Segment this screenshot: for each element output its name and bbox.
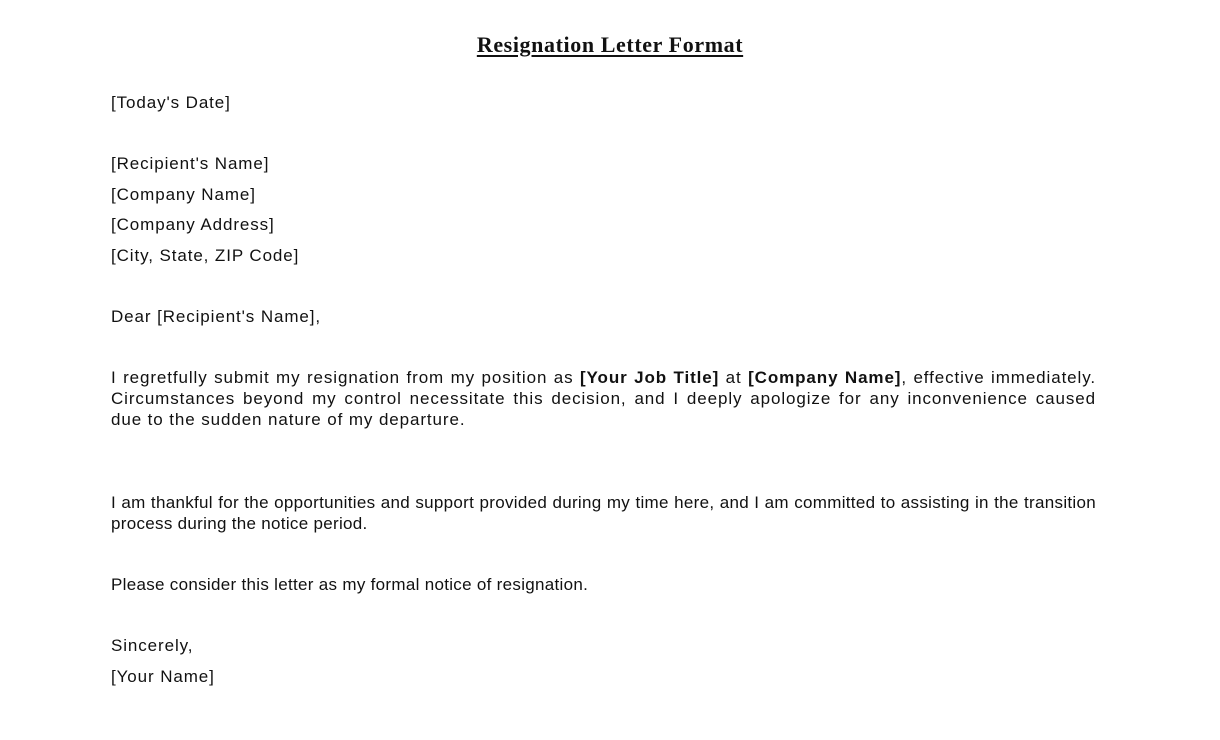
paragraph-resignation: I regretfully submit my resignation from my position as [Your Job Title] at [Company Name], effective immediately. Circumstances beyond my control necessitate this decision, and I deeply apologize for any inconvenience caused due to the sudden nature of my departure. bbox=[111, 368, 1096, 429]
paragraph-notice: Please consider this letter as my formal notice of resignation. bbox=[111, 575, 589, 594]
signature: [Your Name] bbox=[111, 667, 215, 686]
recipient-company: [Company Name] bbox=[111, 185, 256, 204]
recipient-address: [Company Address] bbox=[111, 215, 275, 234]
salutation: Dear [Recipient's Name], bbox=[111, 307, 322, 326]
recipient-name: [Recipient's Name] bbox=[111, 154, 270, 173]
company-placeholder: [Company Name] bbox=[748, 368, 902, 387]
recipient-city: [City, State, ZIP Code] bbox=[111, 246, 300, 265]
job-title-placeholder: [Your Job Title] bbox=[580, 368, 720, 387]
closing: Sincerely, bbox=[111, 636, 194, 655]
document-title: Resignation Letter Format bbox=[476, 32, 744, 57]
date-line: [Today's Date] bbox=[111, 93, 231, 112]
paragraph-thanks: I am thankful for the opportunities and support provided during my time here, and I am committed to assisting in the transition process during the notice period. bbox=[111, 493, 1096, 533]
